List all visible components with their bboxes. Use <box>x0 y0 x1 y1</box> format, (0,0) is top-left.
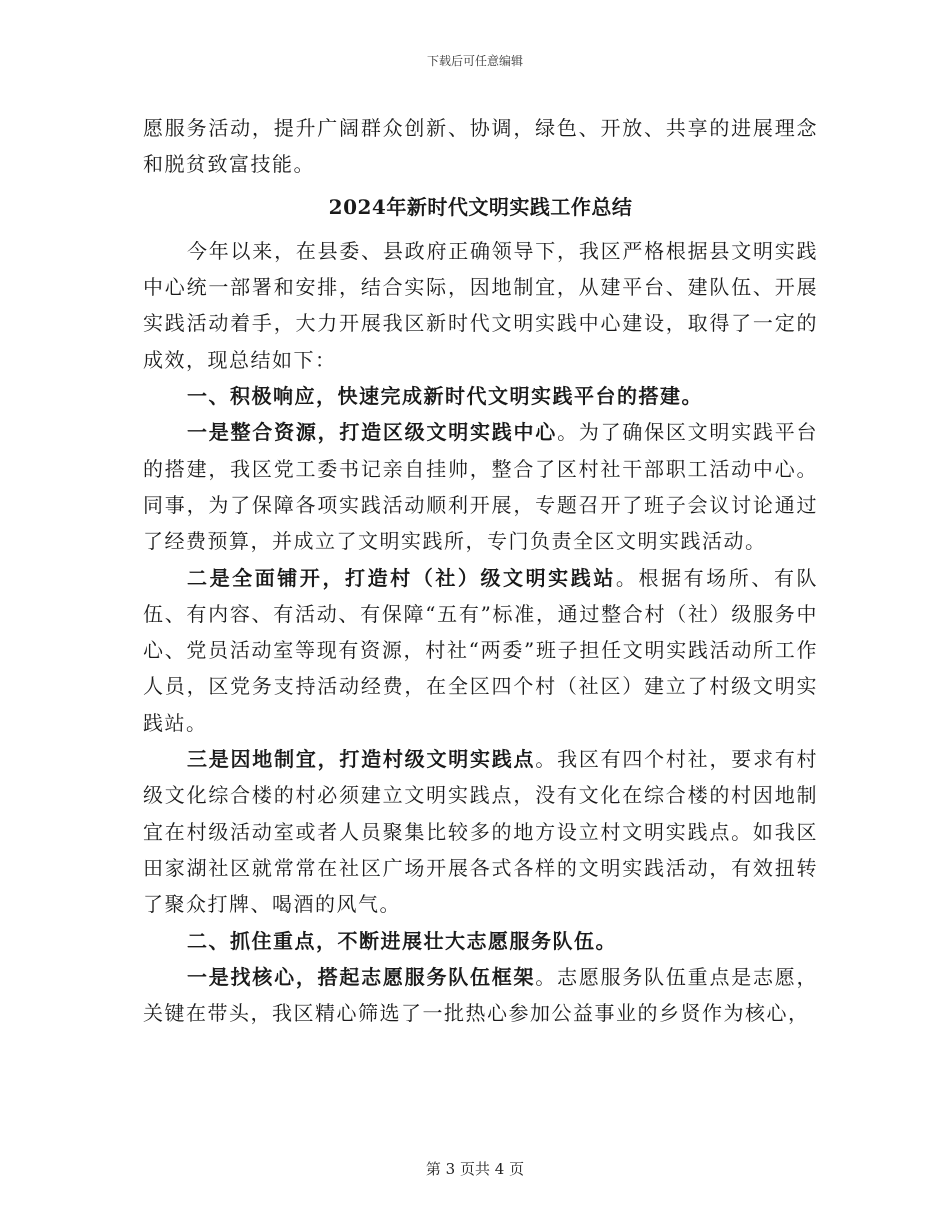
paragraph-lead: 二是全面铺开，打造村（社）级文明实践站 <box>187 565 616 590</box>
paragraph-body: 。为了确保区文明实践平台的搭建，我区党工委书记亲自挂帅，整合了区村社干部职工活动中心。同事，为了保障各项实践活动顺利开展，专题召开了班子会议讨论通过了经费预算，并成立了文明实践所，专门负责全区文明实践活动。 <box>143 420 819 554</box>
paragraph-continuation: 愿服务活动，提升广阔群众创新、协调，绿色、开放、共享的进展理念和脱贫致富技能。 <box>143 116 818 177</box>
paragraph-volunteer-core <box>143 959 818 1032</box>
paragraph-lead: 一是找核心，搭起志愿服务队伍框架 <box>187 964 536 989</box>
page-footer: 第 3 页共 4 页 <box>425 1160 525 1178</box>
paragraph-district-center <box>143 414 818 559</box>
paragraph-body: 。志愿服务队伍重点是志愿，关键在带头，我区精心筛选了一批热心参加公益事业的乡贤作为核心， <box>143 964 819 1026</box>
paragraph-intro: 今年以来，在县委、县政府正确领导下，我区严格根据县文明实践中心统一部署和安排，结合实际，因地制宜，从建平台、建队伍、开展实践活动着手，大力开展我区新时代文明实践中心建设，取得了一定的成效，现总结如下： <box>143 238 818 372</box>
document-title: 2024年新时代文明实践工作总结 <box>328 194 633 219</box>
paragraph-body: 。根据有场所、有队伍、有内容、有活动、有保障“五有”标准，通过整合村（社）级服务中心、党员活动室等现有资源，村社“两委”班子担任文明实践活动所工作人员，区党务支持活动经费，在全区四个村（社区）建立了村级文明实践站。 <box>143 565 819 735</box>
document-body <box>143 110 818 1031</box>
section-heading-1: 一、积极响应，快速完成新时代文明实践平台的搭建。 <box>187 384 703 409</box>
section-heading-2: 二、抓住重点，不断进展壮大志愿服务队伍。 <box>187 928 617 953</box>
page-header: 下载后可任意编辑 <box>426 54 523 68</box>
paragraph-body: 。我区有四个村社，要求有村级文化综合楼的村必须建立文明实践点，没有文化在综合楼的村因地制宜在村级活动室或者人员聚集比较多的地方设立村文明实践点。如我区田家湖社区就常常在社区广场开展各式各样的文明实践活动，有效扭转了聚众打牌、喝酒的风气。 <box>143 747 819 917</box>
paragraph-lead: 一是整合资源，打造区级文明实践中心 <box>187 420 558 445</box>
paragraph-lead: 三是因地制宜，打造村级文明实践点 <box>187 747 536 772</box>
paragraph-village-station <box>143 560 818 741</box>
paragraph-village-point <box>143 741 818 922</box>
